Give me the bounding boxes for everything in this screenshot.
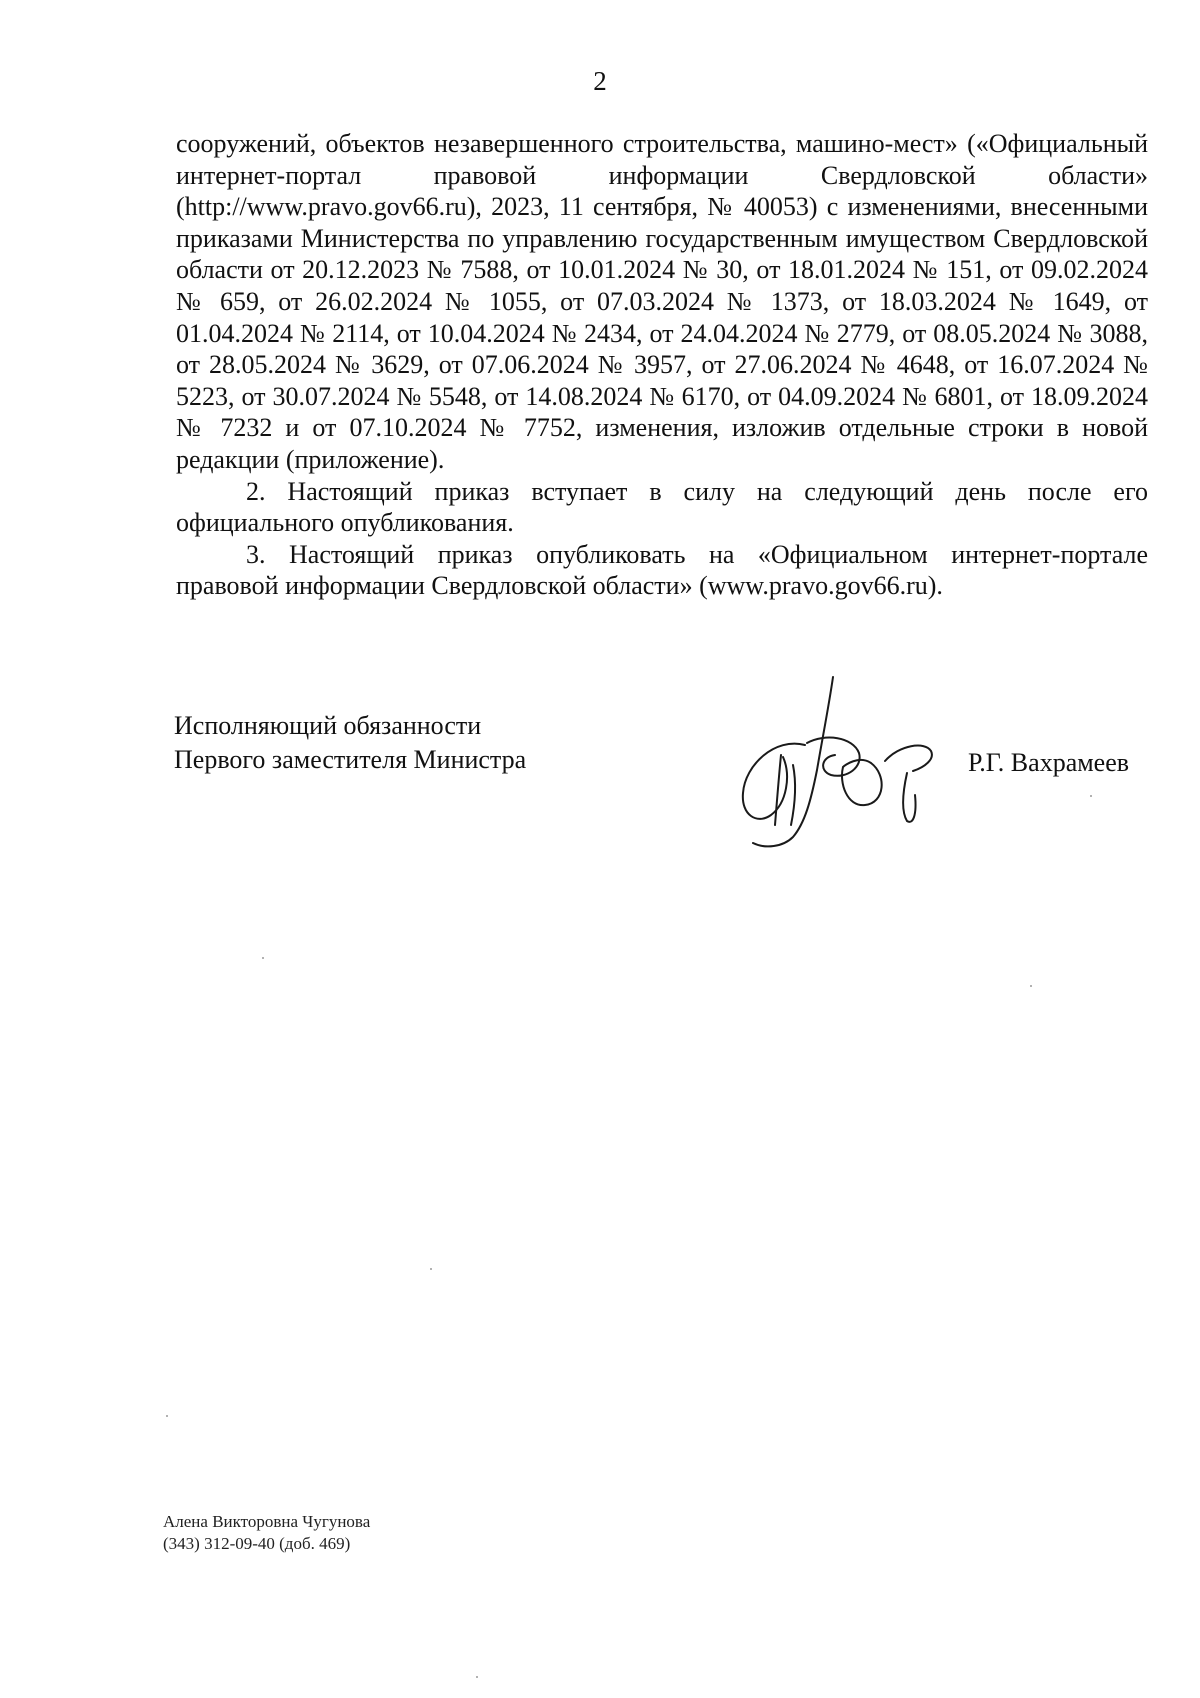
- signer-title-line-1: Исполняющий обязанности: [174, 711, 482, 740]
- scan-speck: [430, 1268, 432, 1270]
- signer-title: [174, 709, 526, 777]
- handwritten-signature: [735, 675, 945, 855]
- paragraph-amendments: сооружений, объектов незавершенного строительства, машино-мест» («Официальный интернет-портал правовой информации Свердловской области» (http://www.pravo.gov66.ru), 2023, 11 сентября, № 40053) с изменениями, внесенными приказами Министерства по управлению государственным имуществом Свердловской области от 20.12.2023 № 7588, от 10.01.2024 № 30, от 18.01.2024 № 151, от 09.02.2024 № 659, от 26.02.2024 № 1055, от 07.03.2024 № 1373, от 18.03.2024 № 1649, от 01.04.2024 № 2114, от 10.04.2024 № 2434, от 24.04.2024 № 2779, от 08.05.2024 № 3088, от 28.05.2024 № 3629, от 07.06.2024 № 3957, от 27.06.2024 № 4648, от 16.07.2024 № 5223, от 30.07.2024 № 5548, от 14.08.2024 № 6170, от 04.09.2024 № 6801, от 18.09.2024 № 7232 и от 07.10.2024 № 7752, изменения, изложив отдельные строки в новой редакции (приложение).: [176, 129, 1148, 474]
- scan-speck: [1090, 795, 1092, 797]
- executor-info: [163, 1511, 370, 1555]
- signer-title-line-2: Первого заместителя Министра: [174, 745, 527, 774]
- scan-speck: [476, 1676, 478, 1678]
- executor-phone: (343) 312-09-40 (доб. 469): [163, 1534, 351, 1553]
- paragraph-publication: 3. Настоящий приказ опубликовать на «Официальном интернет-портале правовой информации Свердловской области» (www.pravo.gov66.ru).: [176, 539, 1148, 601]
- executor-name: Алена Викторовна Чугунова: [163, 1512, 371, 1531]
- paragraph-effective-date: 2. Настоящий приказ вступает в силу на следующий день после его официального опубликования.: [176, 476, 1148, 538]
- scan-speck: [262, 957, 264, 959]
- page-number: 2: [593, 66, 607, 96]
- scan-speck: [166, 1415, 168, 1417]
- document-body: [176, 128, 1148, 602]
- signer-name: Р.Г. Вахрамеев: [968, 748, 1130, 777]
- scan-speck: [1030, 985, 1032, 987]
